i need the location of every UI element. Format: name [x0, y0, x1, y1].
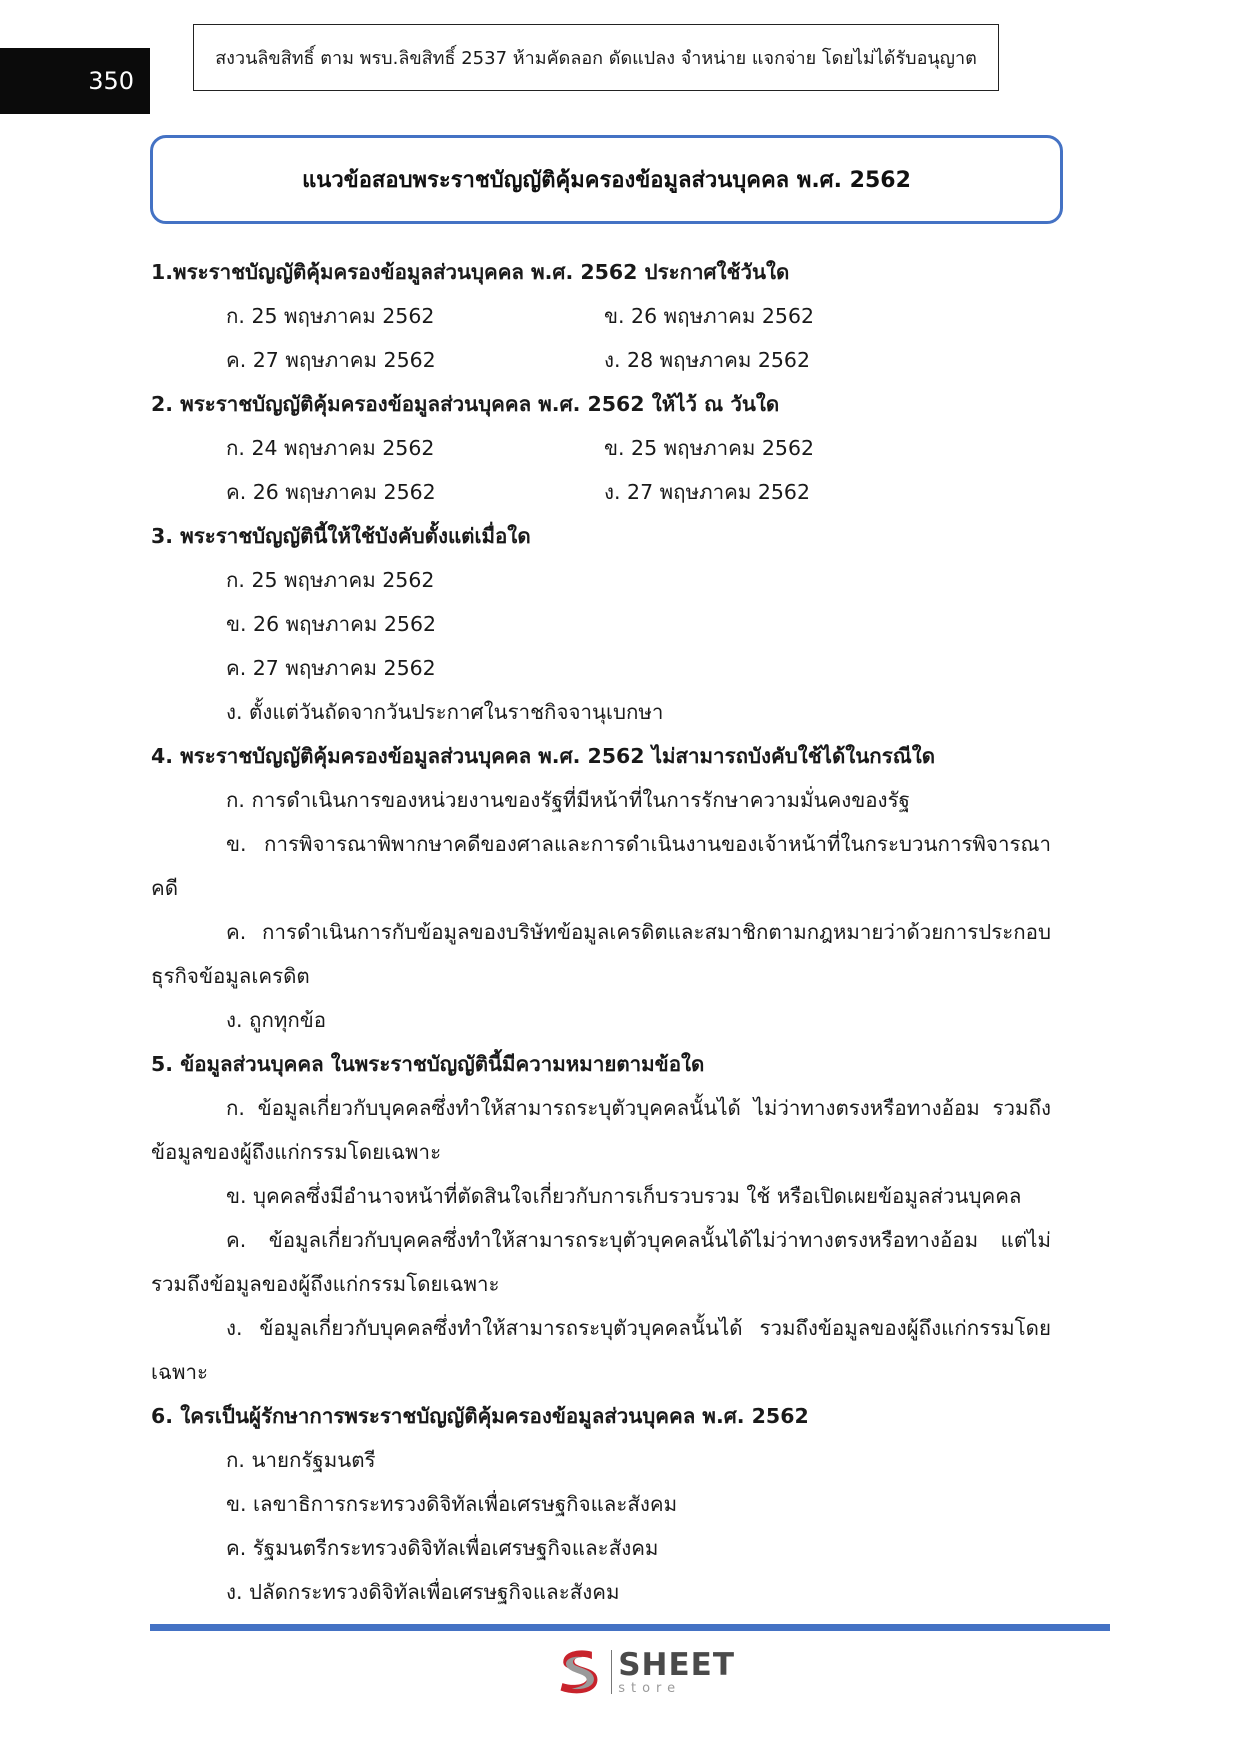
footer-rule	[150, 1624, 1110, 1631]
copyright-text: สงวนลิขสิทธิ์ ตาม พรบ.ลิขสิทธิ์ 2537 ห้ามคัดลอก ดัดแปลง จำหน่าย แจกจ่าย โดยไม่ได้รับอนุญาต	[215, 48, 977, 69]
question-6: 6. ใครเป็นผู้รักษาการพระราชบัญญัติคุ้มครองข้อมูลส่วนบุคคล พ.ศ. 2562	[151, 1404, 809, 1428]
q4-option-c: ค. การดำเนินการกับข้อมูลของบริษัทข้อมูลเครดิตและสมาชิกตามกฎหมายว่าด้วยการประกอบธุรกิจข้อมูลเครดิต	[151, 920, 1051, 988]
copyright-notice	[193, 24, 999, 91]
q3-option-b: ข. 26 พฤษภาคม 2562	[226, 612, 437, 636]
logo-sub: store	[618, 1680, 682, 1696]
q6-option-d: ง. ปลัดกระทรวงดิจิทัลเพื่อเศรษฐกิจและสังคม	[226, 1580, 620, 1604]
question-1-options-row-2	[151, 338, 1051, 382]
question-3: 3. พระราชบัญญัตินี้ให้ใช้บังคับตั้งแต่เมื่อใด	[151, 524, 531, 548]
page-title-box	[150, 135, 1063, 224]
q1-option-b: ข. 26 พฤษภาคม 2562	[604, 304, 815, 328]
q4-option-d: ง. ถูกทุกข้อ	[226, 1008, 327, 1032]
q4-option-a: ก. การดำเนินการของหน่วยงานของรัฐที่มีหน้าที่ในการรักษาความมั่นคงของรัฐ	[226, 788, 910, 812]
logo-text	[618, 1646, 735, 1696]
question-5: 5. ข้อมูลส่วนบุคคล ในพระราชบัญญัตินี้มีความหมายตามข้อใด	[151, 1052, 705, 1076]
q1-option-c: ค. 27 พฤษภาคม 2562	[226, 348, 436, 372]
question-2-options-row-1	[151, 426, 1051, 470]
q1-option-d: ง. 28 พฤษภาคม 2562	[604, 348, 811, 372]
page-number-tab	[0, 48, 150, 114]
question-2: 2. พระราชบัญญัติคุ้มครองข้อมูลส่วนบุคคล พ.ศ. 2562 ให้ไว้ ณ วันใด	[151, 392, 780, 416]
q5-option-c: ค. ข้อมูลเกี่ยวกับบุคคลซึ่งทำให้สามารถระบุตัวบุคคลนั้นได้ไม่ว่าทางตรงหรือทางอ้อม แต่ไม่รวมถึงข้อมูลของผู้ถึงแก่กรรมโดยเฉพาะ	[151, 1228, 1051, 1296]
question-1: 1.พระราชบัญญัติคุ้มครองข้อมูลส่วนบุคคล พ.ศ. 2562 ประกาศใช้วันใด	[151, 260, 790, 284]
q6-option-c: ค. รัฐมนตรีกระทรวงดิจิทัลเพื่อเศรษฐกิจและสังคม	[226, 1536, 659, 1560]
q5-option-a: ก. ข้อมูลเกี่ยวกับบุคคลซึ่งทำให้สามารถระบุตัวบุคคลนั้นได้ ไม่ว่าทางตรงหรือทางอ้อม รวมถึงข้อมูลของผู้ถึงแก่กรรมโดยเฉพาะ	[151, 1096, 1051, 1164]
question-2-options-row-2	[151, 470, 1051, 514]
page-number: 350	[88, 67, 134, 95]
q2-option-a: ก. 24 พฤษภาคม 2562	[226, 436, 435, 460]
logo-divider	[611, 1650, 612, 1694]
sheet-store-logo	[555, 1644, 735, 1700]
q4-option-b: ข. การพิจารณาพิพากษาคดีของศาลและการดำเนินงานของเจ้าหน้าที่ในกระบวนการพิจารณาคดี	[151, 832, 1051, 900]
sheet-store-s-icon	[555, 1644, 605, 1700]
page-title: แนวข้อสอบพระราชบัญญัติคุ้มครองข้อมูลส่วนบุคคล พ.ศ. 2562	[302, 168, 911, 193]
logo-word: SHEET	[618, 1646, 735, 1683]
question-4: 4. พระราชบัญญัติคุ้มครองข้อมูลส่วนบุคคล พ.ศ. 2562 ไม่สามารถบังคับใช้ได้ในกรณีใด	[151, 744, 936, 768]
q1-option-a: ก. 25 พฤษภาคม 2562	[226, 304, 435, 328]
q3-option-d: ง. ตั้งแต่วันถัดจากวันประกาศในราชกิจจานุเบกษา	[226, 700, 664, 724]
q6-option-a: ก. นายกรัฐมนตรี	[226, 1448, 376, 1472]
q2-option-c: ค. 26 พฤษภาคม 2562	[226, 480, 436, 504]
q3-option-a: ก. 25 พฤษภาคม 2562	[226, 568, 435, 592]
q2-option-b: ข. 25 พฤษภาคม 2562	[604, 436, 815, 460]
q5-option-b: ข. บุคคลซึ่งมีอำนาจหน้าที่ตัดสินใจเกี่ยวกับการเก็บรวบรวม ใช้ หรือเปิดเผยข้อมูลส่วนบุคคล	[226, 1184, 1022, 1208]
q3-option-c: ค. 27 พฤษภาคม 2562	[226, 656, 436, 680]
question-1-options-row-1	[151, 294, 1051, 338]
q5-option-d: ง. ข้อมูลเกี่ยวกับบุคคลซึ่งทำให้สามารถระบุตัวบุคคลนั้นได้ รวมถึงข้อมูลของผู้ถึงแก่กรรมโดยเฉพาะ	[151, 1316, 1051, 1384]
q6-option-b: ข. เลขาธิการกระทรวงดิจิทัลเพื่อเศรษฐกิจและสังคม	[226, 1492, 678, 1516]
q2-option-d: ง. 27 พฤษภาคม 2562	[604, 480, 811, 504]
question-list	[151, 250, 1051, 1614]
